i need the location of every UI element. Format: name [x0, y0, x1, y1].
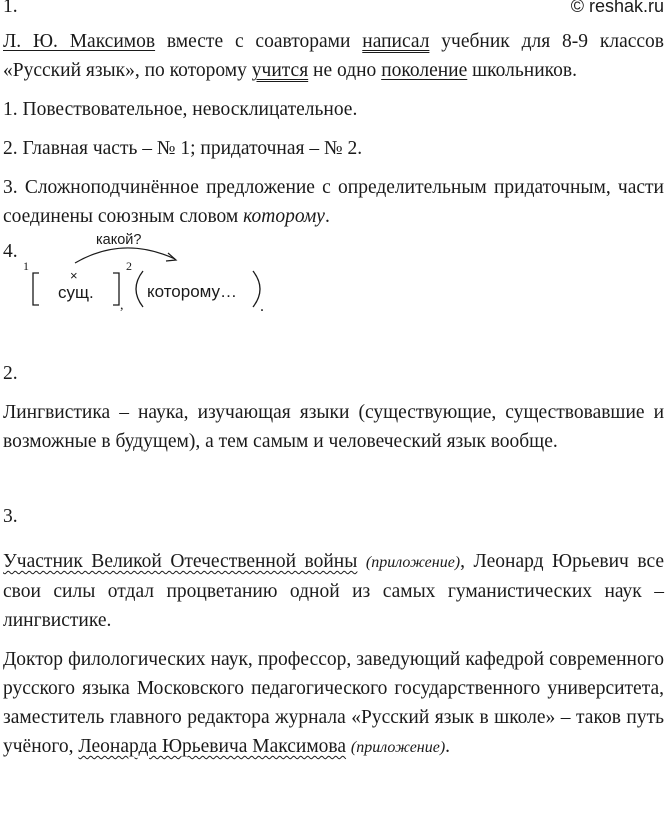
- scheme-diagram: [3, 231, 303, 323]
- paragraph-end: .: [445, 736, 451, 757]
- predicate-underlined: учится: [251, 60, 309, 81]
- scheme-label: 4.: [3, 241, 18, 262]
- definition-text: Лингвистика – наука, изучающая языки (существующие, существовавшие и возможные в будущем), а тем самым и человеческий язык вообще.: [3, 402, 664, 452]
- paragraph-text: Доктор филологических наук, профессор, заведующий кафедрой современного русского языка Московского педагогического государственного университета, заместитель главного редактора журнала «Русский язык в школе» – таков путь учёного,: [3, 649, 664, 757]
- part-2-text: которому…: [147, 282, 238, 301]
- part-1-text: сущ.: [58, 283, 94, 302]
- analyzed-sentence: [3, 27, 664, 85]
- header-row: [3, 0, 664, 21]
- task-number-2: 2.: [3, 363, 18, 384]
- apposition-wavy: Участник Великой Отечественной войны: [3, 551, 358, 572]
- subject-underlined: Л. Ю. Максимов: [3, 31, 156, 52]
- site-watermark: © reshak.ru: [570, 0, 664, 16]
- task-3-paragraph-2: [3, 645, 664, 762]
- left-round-bracket: [136, 271, 143, 307]
- document-page: [3, 0, 664, 762]
- question-arrow: [75, 248, 175, 263]
- sentence-scheme: [3, 231, 664, 323]
- apposition-note: (приложение): [365, 554, 461, 571]
- left-square-bracket: [33, 273, 39, 305]
- predicate-underlined: написал: [362, 31, 430, 52]
- analysis-item-2: 2. Главная часть – № 1; придаточная – № 2.: [3, 138, 363, 159]
- part-2-number: 2: [126, 259, 132, 273]
- task-number-3: 3.: [3, 506, 18, 527]
- right-round-bracket: [253, 271, 260, 307]
- sentence-text: школьников.: [467, 60, 577, 81]
- apposition-note: (приложение): [350, 739, 446, 756]
- analysis-item-3: [3, 173, 664, 231]
- analysis-item-1: 1. Повествовательное, невосклицательное.: [3, 99, 358, 120]
- item-3-end: .: [324, 206, 330, 227]
- sentence-text: учебник для 8-9 классов «Русский язык», по которому: [3, 31, 664, 81]
- right-square-bracket: [113, 273, 119, 305]
- cross-mark-icon: ×: [70, 268, 78, 283]
- scheme-comma: ,: [120, 298, 124, 313]
- sentence-text: не одно: [308, 60, 382, 81]
- question-text: какой?: [96, 232, 142, 248]
- task-3-paragraph-1: [3, 547, 664, 635]
- item-3-text: 3. Сложноподчинённое предложение с определительным придаточным, части соединены союзным словом: [3, 177, 664, 227]
- part-1-number: 1: [23, 259, 29, 273]
- item-3-word: которому: [243, 206, 325, 227]
- sentence-text: вместе с соавторами: [155, 31, 363, 52]
- subject-underlined: поколение: [381, 60, 468, 81]
- scheme-dot: .: [260, 298, 264, 315]
- task-number-1: 1.: [3, 0, 18, 17]
- paragraph-text: , Леонард Юрьевич все свои силы отдал процветанию одной из самых гуманистических наук – лингвистике.: [3, 551, 665, 631]
- apposition-wavy: Леонарда Юрьевича Максимова: [78, 736, 347, 757]
